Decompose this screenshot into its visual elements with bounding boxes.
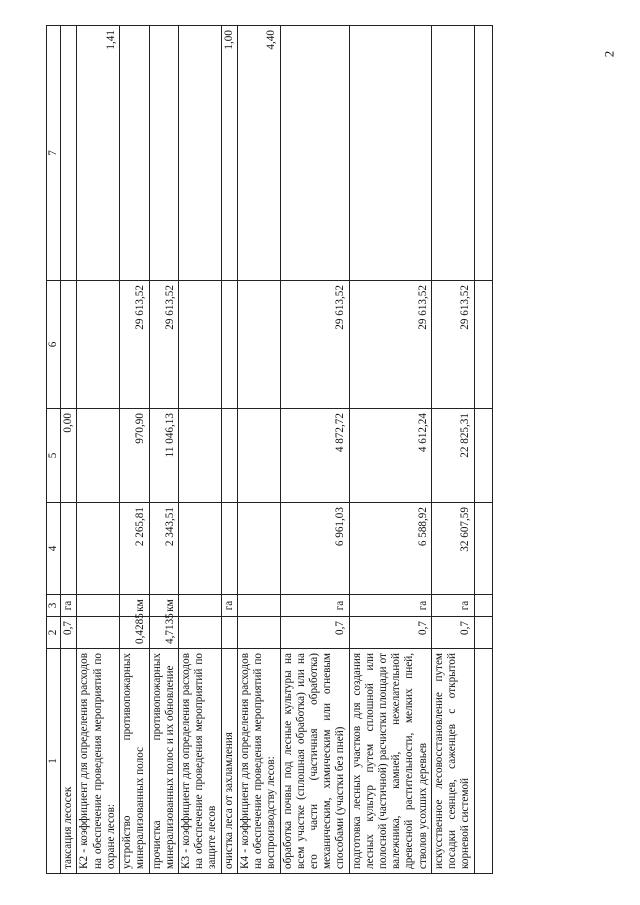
table-row xyxy=(349,26,431,874)
coefficient-cell xyxy=(149,26,178,281)
volume-cell: 0,7 xyxy=(349,617,431,649)
work-description: устройство противопожарных минерализованных полос xyxy=(120,649,149,874)
rate-cell: 2 265,81 xyxy=(120,503,149,595)
amount-cell xyxy=(178,409,221,503)
unit-cell xyxy=(178,595,221,617)
column-number: 1 xyxy=(47,649,61,874)
rate-cell: 32 607,59 xyxy=(431,503,474,595)
column-number: 5 xyxy=(47,409,61,503)
work-description: очистка леса от захламления xyxy=(221,649,237,874)
base-rate-cell xyxy=(474,281,492,409)
unit-cell: км xyxy=(120,595,149,617)
amount-cell xyxy=(221,409,237,503)
volume-cell: 4,7135 xyxy=(149,617,178,649)
base-rate-cell xyxy=(61,281,77,409)
table-row xyxy=(61,26,77,874)
amount-cell: 0,00 xyxy=(61,409,77,503)
table-row xyxy=(280,26,349,874)
work-description: К3 - коэффициент для определения расходов на обеспечение проведения мероприятий по защите лесов xyxy=(178,649,221,874)
work-description: таксация лесосек xyxy=(61,649,77,874)
column-number: 7 xyxy=(47,26,61,281)
volume-cell xyxy=(77,617,120,649)
coefficient-cell: 1,00 xyxy=(221,26,237,281)
rotated-table-wrapper xyxy=(46,26,566,874)
table-row xyxy=(77,26,120,874)
unit-cell: га xyxy=(61,595,77,617)
coefficient-cell xyxy=(431,26,474,281)
volume-cell xyxy=(178,617,221,649)
amount-cell: 11 046,13 xyxy=(149,409,178,503)
coefficient-cell xyxy=(178,26,221,281)
table-row xyxy=(431,26,474,874)
amount-cell xyxy=(77,409,120,503)
unit-cell: га xyxy=(349,595,431,617)
volume-cell: 0,7 xyxy=(280,617,349,649)
work-description: К2 - коэффициент для определения расходов на обеспечение проведения мероприятий по охране лесов: xyxy=(77,649,120,874)
work-description: обработка почвы под лесные культуры на всем участке (сплошная обработка) или на его части (частичная обработка) механическим, химическим или огневым способами (участки без пней) xyxy=(280,649,349,874)
work-description: К4 - коэффициент для определения расходов на обеспечение проведения мероприятий по воспроизводству лесов: xyxy=(237,649,280,874)
rate-cell: 2 343,51 xyxy=(149,503,178,595)
column-number: 6 xyxy=(47,281,61,409)
rate-cell: 6 588,92 xyxy=(349,503,431,595)
column-number: 4 xyxy=(47,503,61,595)
cost-table-body xyxy=(47,26,493,874)
work-description: подготовка лесных участков для создания лесных культур путем сплошной или полосной (частичной) расчистки площади от валежника, камней, нежелательной древесной растительности, мелких пней, стволов усохших деревьев xyxy=(349,649,431,874)
cost-table xyxy=(46,25,493,874)
unit-cell: км xyxy=(149,595,178,617)
unit-cell: га xyxy=(431,595,474,617)
table-row xyxy=(474,26,492,874)
rate-cell xyxy=(178,503,221,595)
unit-cell xyxy=(474,595,492,617)
table-row xyxy=(237,26,280,874)
volume-cell xyxy=(237,617,280,649)
base-rate-cell xyxy=(178,281,221,409)
unit-cell xyxy=(237,595,280,617)
volume-cell: 0,7 xyxy=(61,617,77,649)
base-rate-cell xyxy=(221,281,237,409)
table-row xyxy=(221,26,237,874)
table-row xyxy=(120,26,149,874)
coefficient-cell xyxy=(120,26,149,281)
base-rate-cell xyxy=(77,281,120,409)
amount-cell xyxy=(237,409,280,503)
coefficient-cell xyxy=(61,26,77,281)
work-description: прочистка противопожарных минерализованных полос и их обновление xyxy=(149,649,178,874)
base-rate-cell xyxy=(237,281,280,409)
volume-cell xyxy=(221,617,237,649)
column-number-row xyxy=(47,26,61,874)
coefficient-cell: 4,40 xyxy=(237,26,280,281)
amount-cell: 22 825,31 xyxy=(431,409,474,503)
amount-cell: 4 872,72 xyxy=(280,409,349,503)
table-row xyxy=(178,26,221,874)
unit-cell: га xyxy=(221,595,237,617)
unit-cell xyxy=(77,595,120,617)
base-rate-cell: 29 613,52 xyxy=(149,281,178,409)
amount-cell xyxy=(474,409,492,503)
rate-cell xyxy=(77,503,120,595)
base-rate-cell: 29 613,52 xyxy=(120,281,149,409)
coefficient-cell xyxy=(474,26,492,281)
volume-cell xyxy=(474,617,492,649)
work-description xyxy=(474,649,492,874)
page-number: 2 xyxy=(600,50,616,58)
column-number: 3 xyxy=(47,595,61,617)
base-rate-cell: 29 613,52 xyxy=(280,281,349,409)
coefficient-cell: 1,41 xyxy=(77,26,120,281)
base-rate-cell: 29 613,52 xyxy=(431,281,474,409)
rate-cell xyxy=(221,503,237,595)
coefficient-cell xyxy=(280,26,349,281)
rate-cell xyxy=(61,503,77,595)
coefficient-cell xyxy=(349,26,431,281)
rate-cell: 6 961,03 xyxy=(280,503,349,595)
volume-cell: 0,7 xyxy=(431,617,474,649)
base-rate-cell: 29 613,52 xyxy=(349,281,431,409)
rate-cell xyxy=(474,503,492,595)
amount-cell: 4 612,24 xyxy=(349,409,431,503)
amount-cell: 970,90 xyxy=(120,409,149,503)
column-number: 2 xyxy=(47,617,61,649)
work-description: искусственное лесовосстановление путем посадки сеянцев, саженцев с открытой корневой системой xyxy=(431,649,474,874)
unit-cell: га xyxy=(280,595,349,617)
table-row xyxy=(149,26,178,874)
rate-cell xyxy=(237,503,280,595)
volume-cell: 0,4285 xyxy=(120,617,149,649)
